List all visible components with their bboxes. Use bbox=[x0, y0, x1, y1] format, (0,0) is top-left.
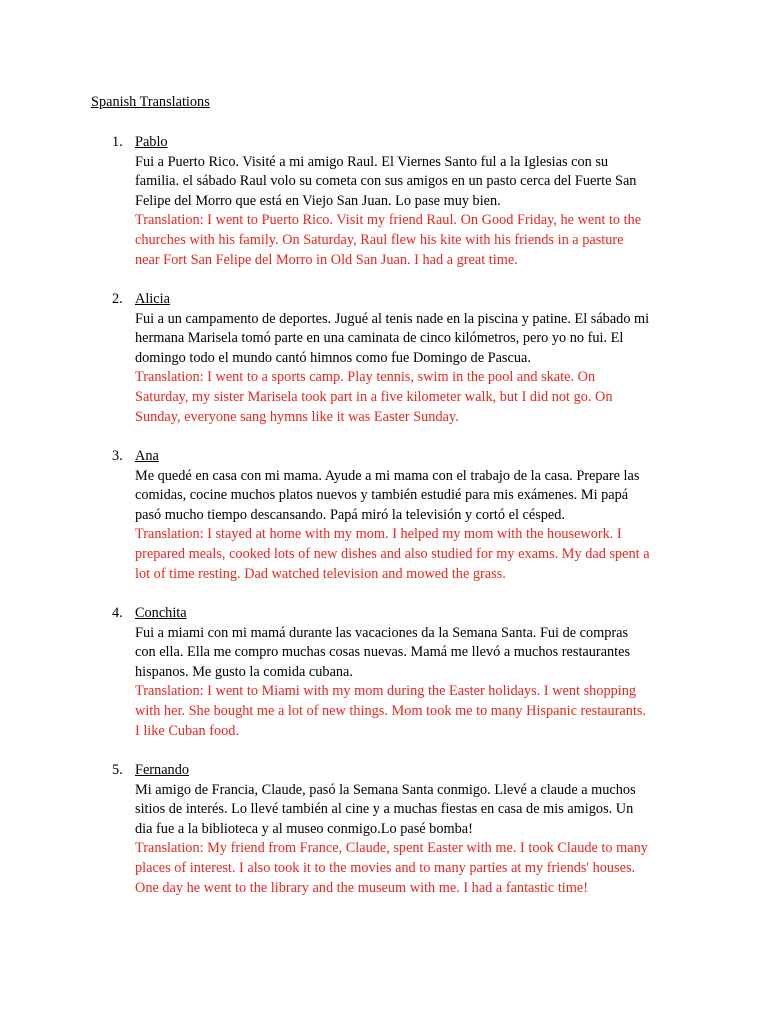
translation-text-line: Translation: My friend from France, Claude, spent Easter with me. I took Claude to many bbox=[135, 840, 648, 857]
translation-text-line: near Fort San Felipe del Morro in Old San Juan. I had a great time. bbox=[135, 251, 518, 268]
translation-text-line: prepared meals, cooked lots of new dishes and also studied for my exams. My dad spent a bbox=[135, 546, 650, 562]
entry-name: Conchita bbox=[135, 605, 187, 621]
translation-text-line: Sunday, everyone sang hymns like it was Easter Sunday. bbox=[135, 408, 459, 425]
spanish-text-line: hispanos. Me gusto la comida cubana. bbox=[135, 663, 353, 680]
spanish-text-line: sitios de interés. Lo llevé también al cine y a muchas fiestas en casa de mis amigos. Un bbox=[135, 801, 634, 818]
translation-text-line: Translation: I went to Puerto Rico. Visit my friend Raul. On Good Friday, he went to the bbox=[135, 212, 642, 229]
entry-number: 3. bbox=[112, 448, 123, 464]
translation-text-line: lot of time resting. Dad watched television and mowed the grass. bbox=[135, 565, 506, 582]
translation-text-line: I like Cuban food. bbox=[135, 722, 240, 739]
entry-name: Fernando bbox=[135, 762, 189, 778]
spanish-text-line: dia fue a la biblioteca y al museo conmigo.Lo pasé bomba! bbox=[135, 820, 473, 837]
entry-number: 4. bbox=[112, 605, 123, 621]
entry-number: 5. bbox=[112, 762, 123, 778]
translation-text-line: Saturday, my sister Marisela took part in a five kilometer walk, but I did not go. On bbox=[135, 389, 613, 405]
translation-text-line: One day he went to the library and the museum with me. I had a fantastic time! bbox=[135, 879, 588, 896]
spanish-text-line: comidas, cocine muchos platos nuevos y también estudié para mis exámenes. Mi papá bbox=[135, 487, 629, 504]
entry-number: 1. bbox=[112, 134, 123, 150]
document-title: Spanish Translations bbox=[91, 94, 210, 110]
translation-text-line: churches with his family. On Saturday, Raul flew his kite with his friends in a pasture bbox=[135, 232, 624, 248]
entry-name: Pablo bbox=[135, 134, 168, 150]
spanish-text-line: Fui a un campamento de deportes. Jugué al tenis nade en la piscina y patine. El sábado mi bbox=[135, 310, 650, 327]
spanish-text-line: domingo todo el mundo cantó himnos como fue Domingo de Pascua. bbox=[135, 349, 531, 366]
spanish-text-line: Me quedé en casa con mi mama. Ayude a mi mama con el trabajo de la casa. Prepare las bbox=[135, 467, 640, 484]
spanish-text-line: pasó mucho tiempo descansando. Papá miró la televisión y cortó el césped. bbox=[135, 506, 565, 523]
spanish-text-line: Fui a miami con mi mamá durante las vacaciones da la Semana Santa. Fui de compras bbox=[135, 624, 629, 641]
entry-number: 2. bbox=[112, 291, 123, 307]
translation-text-line: Translation: I stayed at home with my mom. I helped my mom with the housework. I bbox=[135, 526, 622, 543]
entry-name: Ana bbox=[135, 448, 159, 464]
spanish-text-line: con ella. Ella me compro muchas cosas nuevas. Mamá me llevó a muchos restaurantes bbox=[135, 644, 631, 661]
translation-text-line: with her. She bought me a lot of new things. Mom took me to many Hispanic restaurants. bbox=[135, 703, 647, 719]
spanish-text-line: Mi amigo de Francia, Claude, pasó la Semana Santa conmigo. Llevé a claude a muchos bbox=[135, 781, 636, 798]
translation-text-line: places of interest. I also took it to the movies and to many parties at my friends' houses. bbox=[135, 860, 636, 876]
spanish-text-line: Fui a Puerto Rico. Visité a mi amigo Raul. El Viernes Santo ful a la Iglesias con su bbox=[135, 153, 609, 170]
translation-text-line: Translation: I went to a sports camp. Play tennis, swim in the pool and skate. On bbox=[135, 369, 596, 386]
translation-text-line: Translation: I went to Miami with my mom during the Easter holidays. I went shopping bbox=[135, 683, 637, 700]
spanish-text-line: familia. el sábado Raul volo su cometa con sus amigos en un pasto cerca del Fuerte San bbox=[135, 173, 637, 190]
entry-name: Alicia bbox=[135, 291, 170, 307]
spanish-text-line: Felipe del Morro que está en Viejo San Juan. Lo pase muy bien. bbox=[135, 192, 501, 209]
spanish-text-line: hermana Marisela tomó parte en una caminata de cinco kilómetros, pero yo no fui. El bbox=[135, 330, 624, 347]
